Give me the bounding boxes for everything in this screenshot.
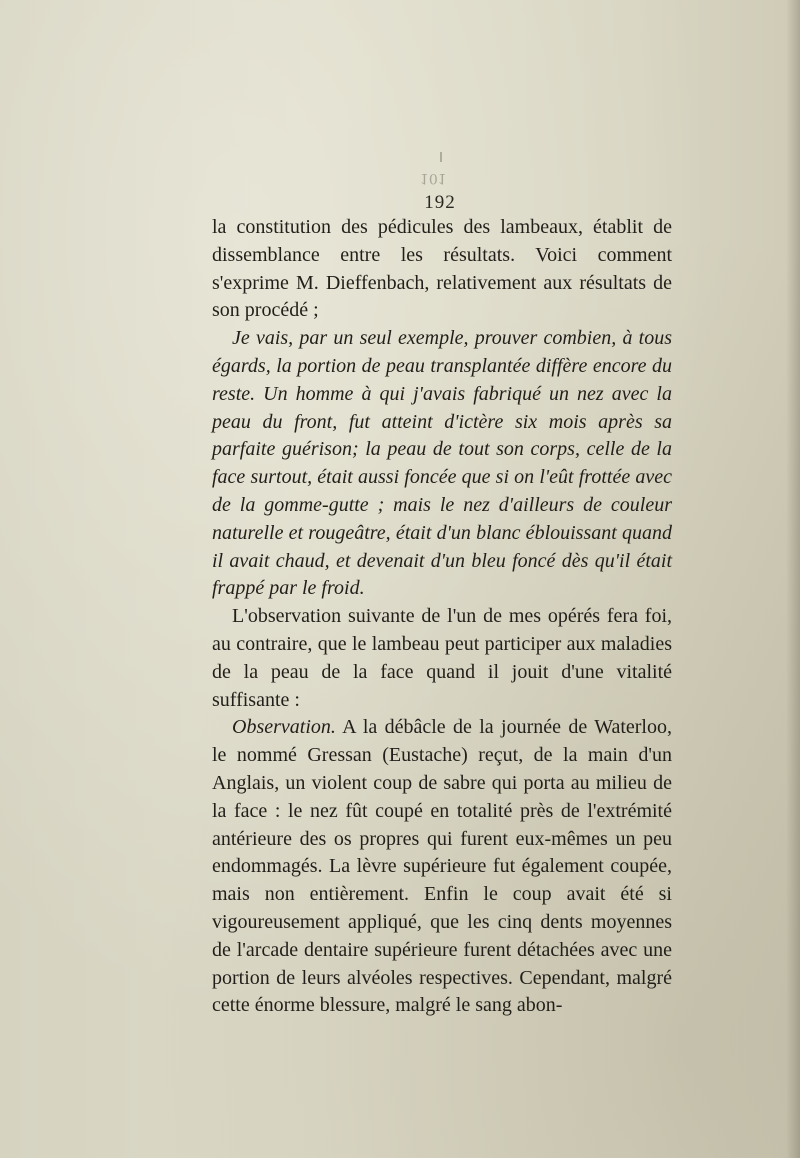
page-edge-shadow (786, 0, 800, 1158)
show-through-mark (440, 152, 442, 162)
paragraph-observation (212, 714, 672, 1020)
body-text (212, 214, 672, 1020)
observation-heading: Observation. (232, 716, 336, 739)
observation-text: A la débâcle de la journée de Waterloo, le nommé Gressan (Eustache) reçut, de la main d'un Anglais, un violent coup de sabre qui porta au milieu de la face : le nez fût coupé en totalité près de l'extrémité antérieure des os propres qui furent eux-mêmes un peu endommagés. La lèvre supérieure fut également coupée, mais non entièrement. Enfin le coup avait été si vigoureusement appliqué, que les cinq dents moyennes de l'arcade dentaire supérieure furent détachées avec une portion de leurs alvéoles respectives. Cependant, malgré cette énorme blessure, malgré le sang abon- (212, 716, 672, 1017)
paragraph-quote: Je vais, par un seul exemple, prouver combien, à tous égards, la portion de peau transplantée diffère encore du reste. Un homme à qui j'avais fabriqué un nez avec la peau du front, fut atteint d'ictère six mois après sa parfaite guérison; la peau de tout son corps, celle de la face surtout, était aussi foncée que si on l'eût frottée avec de la gomme-gutte ; mais le nez d'ailleurs de couleur naturelle et rougeâtre, était d'un blanc éblouissant quand il avait chaud, et devenait d'un bleu foncé dès qu'il était frappé par le froid. (212, 327, 672, 600)
paragraph-continuation: la constitution des pédicules des lambeaux, établit de dissemblance entre les résultats. Voici comment s'exprime M. Dieffenbach, relativement aux résultats de son procédé ; (212, 216, 672, 322)
paragraph-observation-intro: L'observation suivante de l'un de mes opérés fera foi, au contraire, que le lambeau peut participer aux maladies de la peau de la face quand il jouit d'une vitalité suffisante : (212, 605, 672, 711)
show-through-page-number: 101 (420, 170, 447, 186)
page-number: 192 (424, 192, 456, 213)
